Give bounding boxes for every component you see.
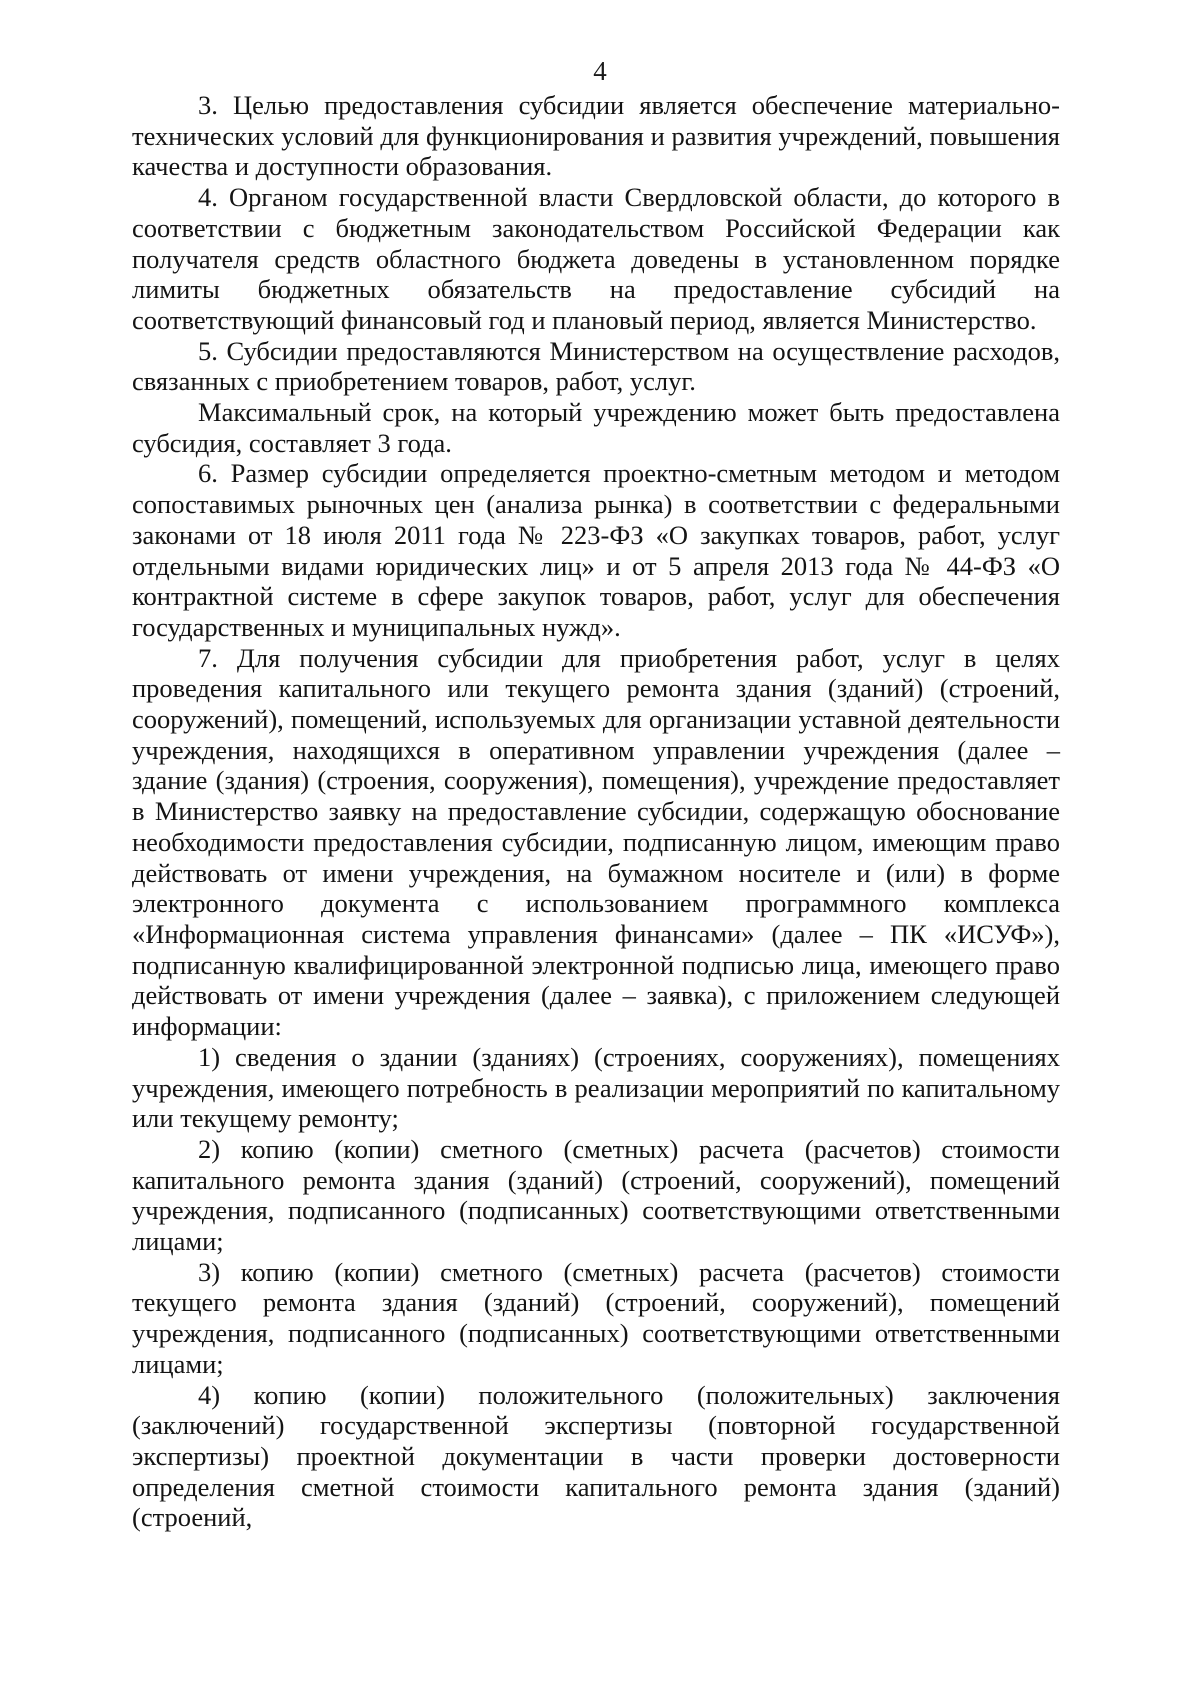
paragraph-4-authority: 4. Органом государственной власти Свердловской области, до которого в соответствии с бюджетным законодательством Российской Федерации как получателя средств областного бюджета доведены в установленном порядке лимиты бюджетных обязательств на предоставление субсидий на соответствующий финансовый год и плановый период, является Министерство. (132, 182, 1060, 335)
paragraph-3-purpose: 3. Целью предоставления субсидии является обеспечение материально-технических условий для функционирования и развития учреждений, повышения качества и доступности образования. (132, 90, 1060, 182)
paragraph-max-term: Максимальный срок, на который учреждению может быть предоставлена субсидия, составляет 3 года. (132, 397, 1060, 458)
list-item-1: 1) сведения о здании (зданиях) (строениях, сооружениях), помещениях учреждения, имеющего потребность в реализации мероприятий по капитальному или текущему ремонту; (132, 1041, 1060, 1134)
page-number: 4 (593, 56, 607, 86)
paragraph-5-expenses: 5. Субсидии предоставляются Министерством на осуществление расходов, связанных с приобретением товаров, работ, услуг. (132, 335, 1060, 397)
list-item-2: 2) копию (копии) сметного (сметных) расчета (расчетов) стоимости капитального ремонта здания (зданий) (строений, сооружений), помещений учреждения, подписанного (подписанных) соответствующими ответственными лицами; (132, 1133, 1060, 1257)
paragraph-6-amount: 6. Размер субсидии определяется проектно-сметным методом и методом сопоставимых рыночных цен (анализа рынка) в соответствии с федеральными законами от 18 июля 2011 года № 223-ФЗ «О закупках товаров, работ, услуг отдельными видами юридических лиц» и от 5 апреля 2013 года № 44-ФЗ «О контрактной системе в сфере закупок товаров, работ, услуг для обеспечения государственных и муниципальных нужд». (132, 458, 1060, 642)
list-item-3: 3) копию (копии) сметного (сметных) расчета (расчетов) стоимости текущего ремонта здания (зданий) (строений, сооружений), помещений учреждения, подписанного (подписанных) соответствующими ответственными лицами; (132, 1256, 1060, 1379)
document-body (132, 90, 1060, 1533)
paragraph-7-application: 7. Для получения субсидии для приобретения работ, услуг в целях проведения капитального или текущего ремонта здания (зданий) (строений, сооружений), помещений, используемых для организации уставной деятельности учреждения, находящихся в оперативном управлении учреждения (далее – здание (здания) (строения, сооружения), помещения), учреждение предоставляет в Министерство заявку на предоставление субсидии, содержащую обоснование необходимости предоставления субсидии, подписанную лицом, имеющим право действовать от имени учреждения, на бумажном носителе и (или) в форме электронного документа с использованием программного комплекса «Информационная система управления финансами» (далее – ПК «ИСУФ»), подписанную квалифицированной электронной подписью лица, имеющего право действовать от имени учреждения (далее – заявка), с приложением следующей информации: (132, 642, 1060, 1042)
list-item-4: 4) копию (копии) положительного (положительных) заключения (заключений) государственной экспертизы (повторной государственной экспертизы) проектной документации в части проверки достоверности определения сметной стоимости капитального ремонта здания (зданий) (строений, (132, 1379, 1060, 1533)
